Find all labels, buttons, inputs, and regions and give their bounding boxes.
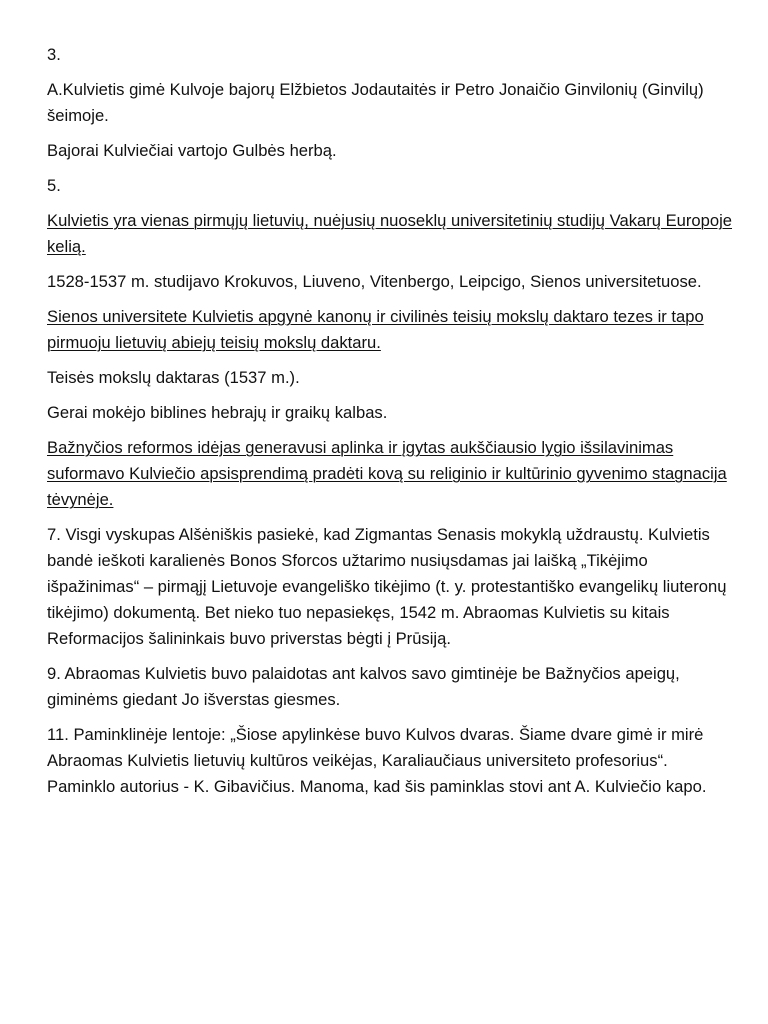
paragraph-section-11: 11. Paminklinėje lentoje: „Šiose apylinkėse buvo Kulvos dvaras. Šiame dvare gimė ir mirė Abraomas Kulvietis lietuvių kultūros veikėjas, Karaliaučiaus universiteto profesorius“. Paminklo autorius - K. Gibavičius. Manoma, kad šis paminklas stovi ant A. Kulviečio kapo.	[47, 725, 707, 796]
paragraph-languages: Gerai mokėjo biblines hebrajų ir graikų kalbas.	[47, 403, 388, 422]
paragraph-section-5-label: 5.	[47, 176, 61, 195]
paragraph-birth-family: A.Kulvietis gimė Kulvoje bajorų Elžbietos Jodautaitės ir Petro Jonaičio Ginvilonių (Ginvilų) šeimoje.	[47, 80, 704, 125]
paragraph-section-9: 9. Abraomas Kulvietis buvo palaidotas ant kalvos savo gimtinėje be Bažnyčios apeigų, giminėms giedant Jo išverstas giesmes.	[47, 664, 680, 709]
paragraph-law-doctor: Teisės mokslų daktaras (1537 m.).	[47, 368, 300, 387]
paragraph-studies-years: 1528-1537 m. studijavo Krokuvos, Liuveno, Vitenbergo, Leipcigo, Sienos universitetuose.	[47, 272, 702, 291]
paragraph-section-7: 7. Visgi vyskupas Alšėniškis pasiekė, kad Zigmantas Senasis mokyklą uždraustų. Kulvietis bandė ieškoti karalienės Bonos Sforcos užtarimo nusiųsdamas jai laišką „Tikėjimo išpažinimas“ – pirmąjį Lietuvoje evangeliško tikėjimo (t. y. protestantiško evangelikų liuteronų tikėjimo) dokumentą. Bet nieko tuo nepasiekęs, 1542 m. Abraomas Kulvietis su kitais Reformacijos šalininkais buvo priverstas bėgti į Prūsiją.	[47, 525, 727, 648]
paragraph-section-3-label: 3.	[47, 45, 61, 64]
paragraph-coat-of-arms: Bajorai Kulviečiai vartojo Gulbės herbą.	[47, 141, 337, 160]
paragraph-university-path: Kulvietis yra vienas pirmųjų lietuvių, nuėjusių nuoseklų universitetinių studijų Vakarų Europoje kelią.	[47, 211, 733, 256]
document-page	[47, 42, 737, 809]
paragraph-reform-decision: Bažnyčios reformos idėjas generavusi aplinka ir įgytas aukščiausio lygio išsilavinimas suformavo Kulviečio apsisprendimą pradėti kovą su religinio ir kultūrinio gyvenimo stagnacija tėvynėje.	[47, 438, 727, 509]
paragraph-siena-doctorate: Sienos universitete Kulvietis apgynė kanonų ir civilinės teisių mokslų daktaro tezes ir tapo pirmuoju lietuvių abiejų teisių mokslų daktaru.	[47, 307, 704, 352]
